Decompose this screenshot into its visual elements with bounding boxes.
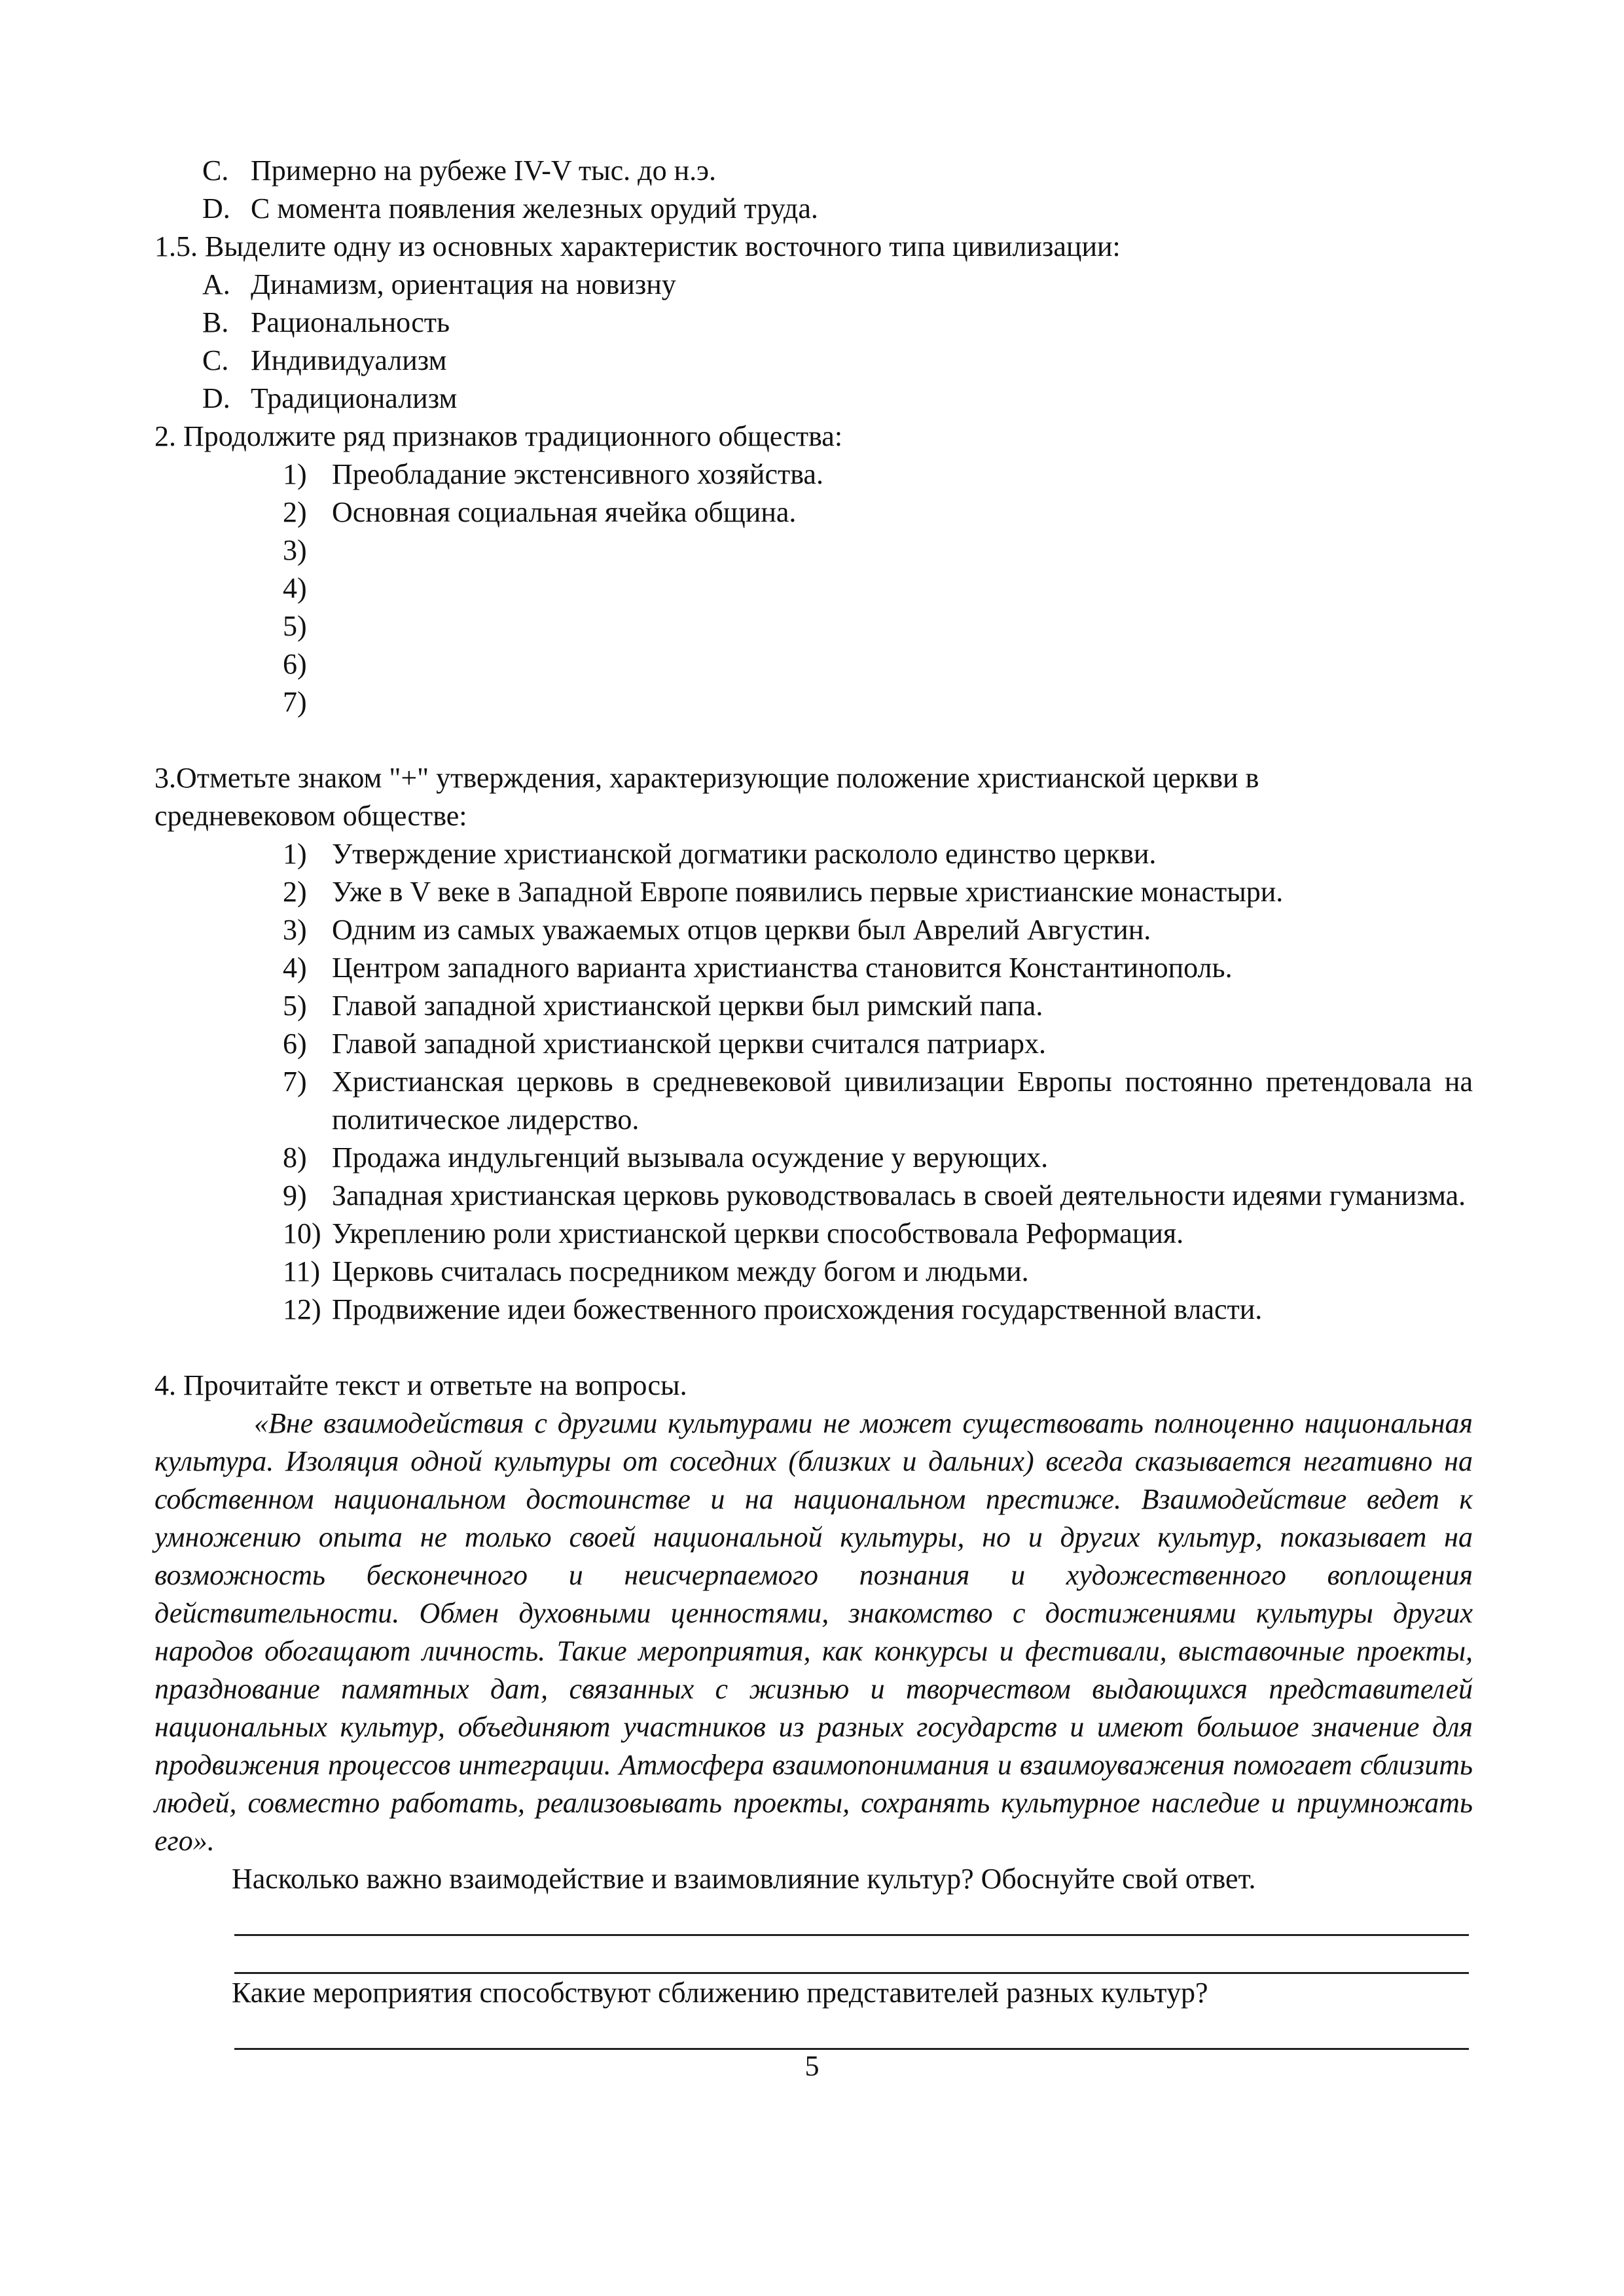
item-text: Укреплению роли христианской церкви способствовала Реформация.: [332, 1217, 1184, 1249]
list-item[interactable]: [154, 873, 1473, 911]
option-marker: A.: [202, 268, 230, 300]
option-marker: D.: [202, 382, 230, 414]
answer-line[interactable]: [234, 1898, 1469, 1936]
item-text: [332, 683, 1473, 721]
question-title: 2. Продолжите ряд признаков традиционного общества:: [154, 420, 843, 452]
option-text: Рациональность: [251, 306, 450, 338]
item-marker: 2): [283, 876, 307, 908]
item-marker: 11): [283, 1255, 321, 1287]
question-3: [154, 759, 1473, 1329]
list-item-blank[interactable]: [154, 645, 1473, 683]
sub-question-2: Какие мероприятия способствуют сближению представителей разных культур?: [232, 1977, 1208, 2009]
item-text: [332, 607, 1473, 645]
item-marker: 3): [283, 914, 307, 946]
list-item[interactable]: [154, 1063, 1473, 1139]
item-marker: 5): [283, 990, 307, 1022]
question-2: [154, 418, 1473, 721]
item-marker: 1): [283, 838, 307, 870]
option-marker: D.: [202, 192, 230, 224]
sub-question-1: Насколько важно взаимодействие и взаимовлияние культур? Обоснуйте свой ответ.: [232, 1863, 1256, 1895]
option-c: [154, 342, 1473, 380]
item-marker: 2): [283, 496, 307, 528]
list-item[interactable]: [154, 987, 1473, 1025]
item-marker: 3): [283, 534, 307, 566]
item-text: [332, 531, 1473, 569]
item-marker: 7): [283, 686, 307, 718]
list-item[interactable]: [154, 1291, 1473, 1329]
item-text: Основная социальная ячейка община.: [332, 496, 797, 528]
list-item[interactable]: [154, 1139, 1473, 1177]
question-title-cont: средневековом обществе:: [154, 800, 467, 832]
item-text: Церковь считалась посредником между богом и людьми.: [332, 1255, 1029, 1287]
item-text: Центром западного варианта христианства становится Константинополь.: [332, 952, 1233, 984]
question-title: 1.5. Выделите одну из основных характеристик восточного типа цивилизации:: [154, 230, 1121, 262]
option-text: Динамизм, ориентация на новизну: [251, 268, 676, 300]
question-title: 3.Отметьте знаком "+" утверждения, характеризующие положение христианской церкви в: [154, 762, 1259, 794]
item-text: Главой западной христианской церкви считался патриарх.: [332, 1028, 1046, 1060]
item-text: Продвижение идеи божественного происхождения государственной власти.: [332, 1293, 1263, 1325]
item-marker: 12): [283, 1293, 321, 1325]
item-text: Утверждение христианской догматики раскололо единство церкви.: [332, 838, 1157, 870]
option-marker: B.: [202, 306, 229, 338]
item-marker: 1): [283, 458, 307, 490]
list-item-blank[interactable]: [154, 531, 1473, 569]
item-marker: 4): [283, 952, 307, 984]
item-text: [332, 569, 1473, 607]
item-marker: 6): [283, 1028, 307, 1060]
list-item-blank[interactable]: [154, 683, 1473, 721]
page-number: 5: [804, 2050, 820, 2082]
option-a: [154, 266, 1473, 304]
item-text: Одним из самых уважаемых отцов церкви был Аврелий Августин.: [332, 914, 1151, 946]
option-marker: C.: [202, 154, 229, 187]
item-marker: 5): [283, 610, 307, 642]
numbered-list: [154, 835, 1473, 1329]
option-text: Индивидуализм: [251, 344, 447, 376]
list-item-blank[interactable]: [154, 569, 1473, 607]
question-4: [154, 1367, 1473, 2050]
list-item[interactable]: [154, 911, 1473, 949]
item-marker: 10): [283, 1217, 321, 1249]
list-item[interactable]: [154, 949, 1473, 987]
list-item[interactable]: [154, 1253, 1473, 1291]
option-d: [154, 380, 1473, 418]
option-text: Традиционализм: [251, 382, 458, 414]
option-b: [154, 304, 1473, 342]
spacer: [154, 721, 1473, 759]
item-text: Западная христианская церковь руководствовалась в своей деятельности идеями гуманизма.: [332, 1179, 1466, 1211]
list-item: [154, 493, 1473, 531]
item-text: Христианская церковь в средневековой цивилизации Европы постоянно претендовала на политическое лидерство.: [332, 1066, 1473, 1136]
numbered-list: [154, 456, 1473, 721]
list-item[interactable]: [154, 1215, 1473, 1253]
item-text: Главой западной христианской церкви был римский папа.: [332, 990, 1043, 1022]
answer-line[interactable]: [234, 1936, 1469, 1974]
option-d: [154, 190, 1473, 228]
item-text: Преобладание экстенсивного хозяйства.: [332, 458, 823, 490]
list-item[interactable]: [154, 835, 1473, 873]
list-item: [154, 456, 1473, 493]
list-item[interactable]: [154, 1177, 1473, 1215]
option-c: [154, 152, 1473, 190]
prev-question-options: [154, 152, 1473, 228]
item-marker: 7): [283, 1066, 307, 1098]
item-marker: 9): [283, 1179, 307, 1211]
item-text: Уже в V веке в Западной Европе появились первые христианские монастыри.: [332, 876, 1284, 908]
document-page: [154, 152, 1473, 2050]
option-marker: C.: [202, 344, 229, 376]
item-marker: 6): [283, 648, 307, 680]
list-item[interactable]: [154, 1025, 1473, 1063]
question-1-5: [154, 228, 1473, 418]
spacer: [154, 1329, 1473, 1367]
list-item-blank[interactable]: [154, 607, 1473, 645]
item-text: Продажа индульгенций вызывала осуждение у верующих.: [332, 1141, 1049, 1174]
item-text: [332, 645, 1473, 683]
item-marker: 4): [283, 572, 307, 604]
option-text: Примерно на рубеже IV-V тыс. до н.э.: [251, 154, 717, 187]
option-text: С момента появления железных орудий труда.: [251, 192, 818, 224]
question-title: 4. Прочитайте текст и ответьте на вопросы.: [154, 1369, 687, 1401]
quote-text: «Вне взаимодействия с другими культурами не может существовать полноценно национальная культура. Изоляция одной культуры от соседних (близких и дальних) всегда сказывается негативно на собственном национальном достоинстве и на национальном престиже. Взаимодействие ведет к умножению опыта не только своей национальной культуры, но и других культур, показывает на возможность бесконечного и неисчерпаемого познания и художественного воплощения действительности. Обмен духовными ценностями, знакомство с достижениями культуры других народов обогащают личность. Такие мероприятия, как конкурсы и фестивали, выставочные проекты, празднование памятных дат, связанных с жизнью и творчеством выдающихся представителей национальных культур, объединяют участников из разных государств и имеют большое значение для продвижения процессов интеграции. Атмосфера взаимопонимания и взаимоуважения помогает сблизить людей, совместно работать, реализовывать проекты, сохранять культурное наследие и приумножать его».: [154, 1407, 1473, 1857]
item-marker: 8): [283, 1141, 307, 1174]
answer-line[interactable]: [234, 2012, 1469, 2050]
